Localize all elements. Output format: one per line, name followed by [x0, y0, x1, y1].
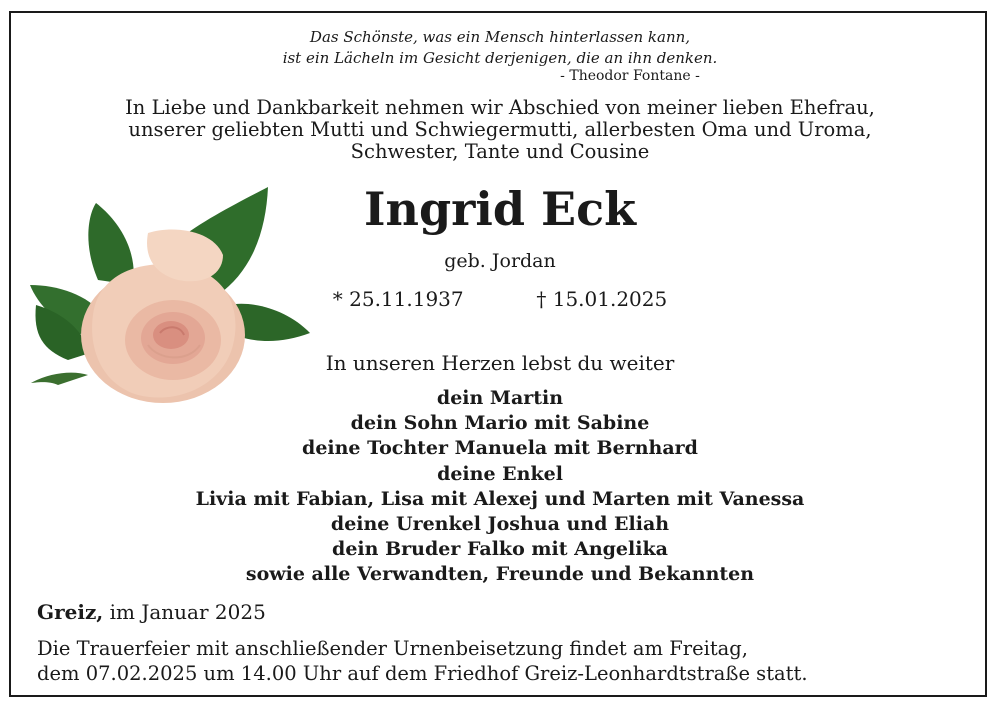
maiden-name: geb. Jordan [444, 250, 556, 272]
quote-line-1: Das Schönste, was ein Mensch hinterlassen kann, [309, 28, 691, 46]
family-line: sowie alle Verwandten, Freunde und Bekannten [245, 563, 755, 586]
place-date-text: im Januar 2025 [109, 600, 266, 624]
motto: In unseren Herzen lebst du weiter [325, 351, 675, 375]
family-line: Livia mit Fabian, Lisa mit Alexej und Marten mit Vanessa [195, 487, 805, 510]
service-info [37, 636, 808, 686]
intro-line-3: Schwester, Tante und Cousine [350, 140, 650, 163]
deceased-name: Ingrid Eck [364, 182, 636, 236]
family-line: dein Bruder Falko mit Angelika [332, 538, 668, 561]
birth-date: * 25.11.1937 [332, 287, 464, 311]
service-line-1: Die Trauerfeier mit anschließender Urnenbeisetzung findet am Freitag, [37, 637, 748, 660]
family-line: deine Enkel [437, 462, 563, 485]
place-city: Greiz, [37, 600, 104, 624]
family-list [0, 386, 1000, 588]
family-line: dein Sohn Mario mit Sabine [350, 412, 650, 435]
family-line: dein Martin [436, 387, 564, 409]
death-date: † 15.01.2025 [536, 287, 668, 311]
intro-line-1: In Liebe und Dankbarkeit nehmen wir Abschied von meiner lieben Ehefrau, [125, 96, 875, 119]
quote-line-2: ist ein Lächeln im Gesicht derjenigen, die an ihn denken. [282, 49, 718, 67]
intro-line-2: unserer geliebten Mutti und Schwiegermutti, allerbesten Oma und Uroma, [128, 118, 872, 141]
family-line: deine Urenkel Joshua und Eliah [330, 513, 670, 536]
quote-author: - Theodor Fontane - [560, 68, 700, 84]
service-line-2: dem 07.02.2025 um 14.00 Uhr auf dem Friedhof Greiz-Leonhardtstraße statt. [37, 662, 808, 685]
place-date [37, 600, 266, 624]
intro-text [0, 97, 1000, 163]
family-line: deine Tochter Manuela mit Bernhard [302, 437, 698, 460]
life-dates [0, 287, 1000, 311]
